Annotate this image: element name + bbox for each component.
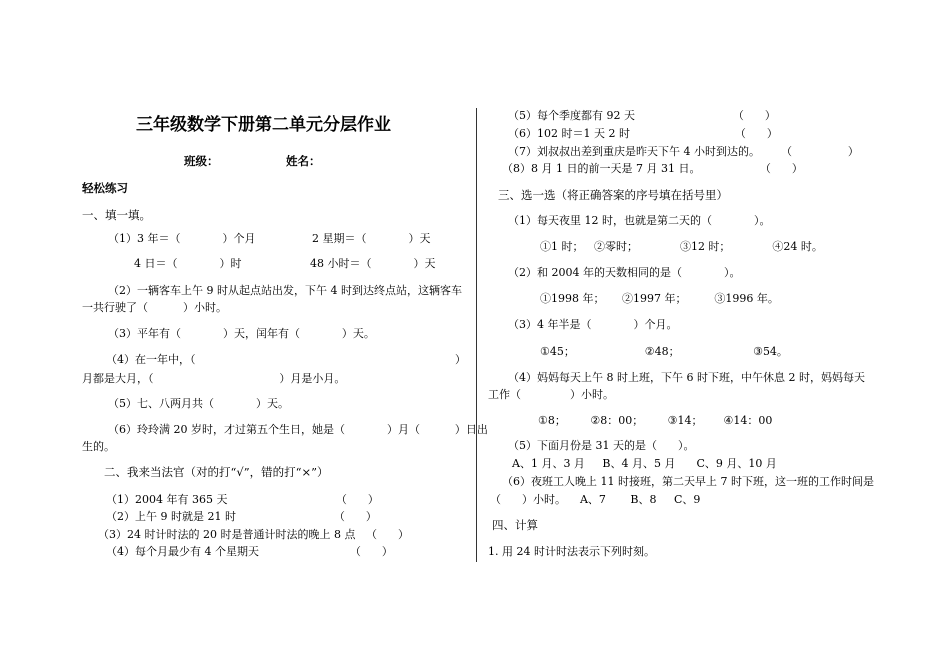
question-6-line2: 生的。: [82, 440, 115, 453]
judge-4: （4）每个月最少有 4 个星期天 （ ）: [106, 545, 393, 558]
calc-question-1: 1. 用 24 时计时法表示下列时刻。: [488, 545, 655, 558]
question-4-line2: 月都是大月，（ ）月是小月。: [82, 372, 346, 385]
question-3: （3）平年有（ ）天，闰年有（ ）天。: [108, 327, 375, 340]
judge-6: （6）102 时＝1 天 2 时 （ ）: [508, 127, 778, 140]
judge-8: （8）8 月 1 日的前一天是 7 月 31 日。 （ ）: [502, 162, 803, 175]
judge-2: （2）上午 9 时就是 21 时 （ ）: [106, 510, 377, 523]
judge-1: （1）2004 年有 365 天 （ ）: [106, 493, 379, 506]
choose-heading: 三、选一选（将正确答案的序号填在括号里）: [498, 188, 728, 202]
choose-6-line1: （6）夜班工人晚上 11 时接班，第二天早上 7 时下班，这一班的工作时间是: [502, 475, 874, 488]
choose-6-line2: （ ）小时。 A、7 B、8 C、9: [490, 493, 701, 506]
question-1d: 48 小时＝（ ）天: [310, 257, 436, 270]
section-easy-heading: 轻松练习: [82, 181, 128, 195]
name-label: 姓名：: [286, 154, 321, 168]
judge-3: （3）24 时计时法的 20 时是普通计时法的晚上 8 点 （ ）: [98, 528, 409, 541]
column-divider: [476, 108, 477, 562]
question-2-line2: 一共行驶了（ ）小时。: [82, 301, 227, 314]
judge-5: （5）每个季度都有 92 天 （ ）: [508, 109, 776, 122]
choose-5-options: A、1 月、3 月 B、4 月、5 月 C、9 月、10 月: [512, 457, 777, 470]
choose-4-line2: 工作（ ）小时。: [488, 388, 614, 401]
question-4-line1-end: ）: [455, 353, 466, 366]
question-5: （5）七、八两月共（ ）天。: [108, 397, 289, 410]
judge-heading: 二、我来当法官（对的打“√”，错的打“×”）: [104, 465, 329, 479]
choose-5: （5）下面月份是 31 天的是（ ）。: [508, 439, 695, 452]
choose-4-line1: （4）妈妈每天上午 8 时上班，下午 6 时下班，中午休息 2 时，妈妈每天: [508, 371, 865, 384]
class-label: 班级：: [184, 154, 219, 168]
choose-4-options: ①8； ②8：00； ③14； ④14：00: [538, 414, 773, 427]
worksheet-title: 三年级数学下册第二单元分层作业: [136, 115, 391, 135]
judge-7: （7）刘叔叔出差到重庆是昨天下午 4 小时到达的。 （ ）: [508, 145, 859, 158]
question-2-line1: （2）一辆客车上午 9 时从起点站出发，下午 4 时到达终点站，这辆客车: [108, 284, 462, 297]
question-6-line1: （6）玲玲满 20 岁时，才过第五个生日，她是（ ）月（ ）日出: [108, 423, 488, 436]
choose-1-options: ①1 时； ②零时； ③12 时； ④24 时。: [540, 240, 823, 253]
question-1a: （1）3 年＝（ ）个月: [108, 232, 256, 245]
question-1c: 4 日＝（ ）时: [134, 257, 242, 270]
question-1b: 2 星期＝（ ）天: [312, 232, 431, 245]
choose-1: （1）每天夜里 12 时，也就是第二天的（ ）。: [508, 214, 771, 227]
choose-3-options: ①45； ②48； ③54。: [540, 345, 788, 358]
choose-2-options: ①1998 年； ②1997 年； ③1996 年。: [540, 292, 779, 305]
fill-heading: 一、填一填。: [82, 208, 151, 222]
choose-3: （3）4 年半是（ ）个月。: [508, 318, 678, 331]
calc-heading: 四、计算: [492, 518, 538, 532]
question-4-line1-start: （4）在一年中，（: [106, 353, 196, 366]
choose-2: （2）和 2004 年的天数相同的是（ ）。: [508, 266, 741, 279]
